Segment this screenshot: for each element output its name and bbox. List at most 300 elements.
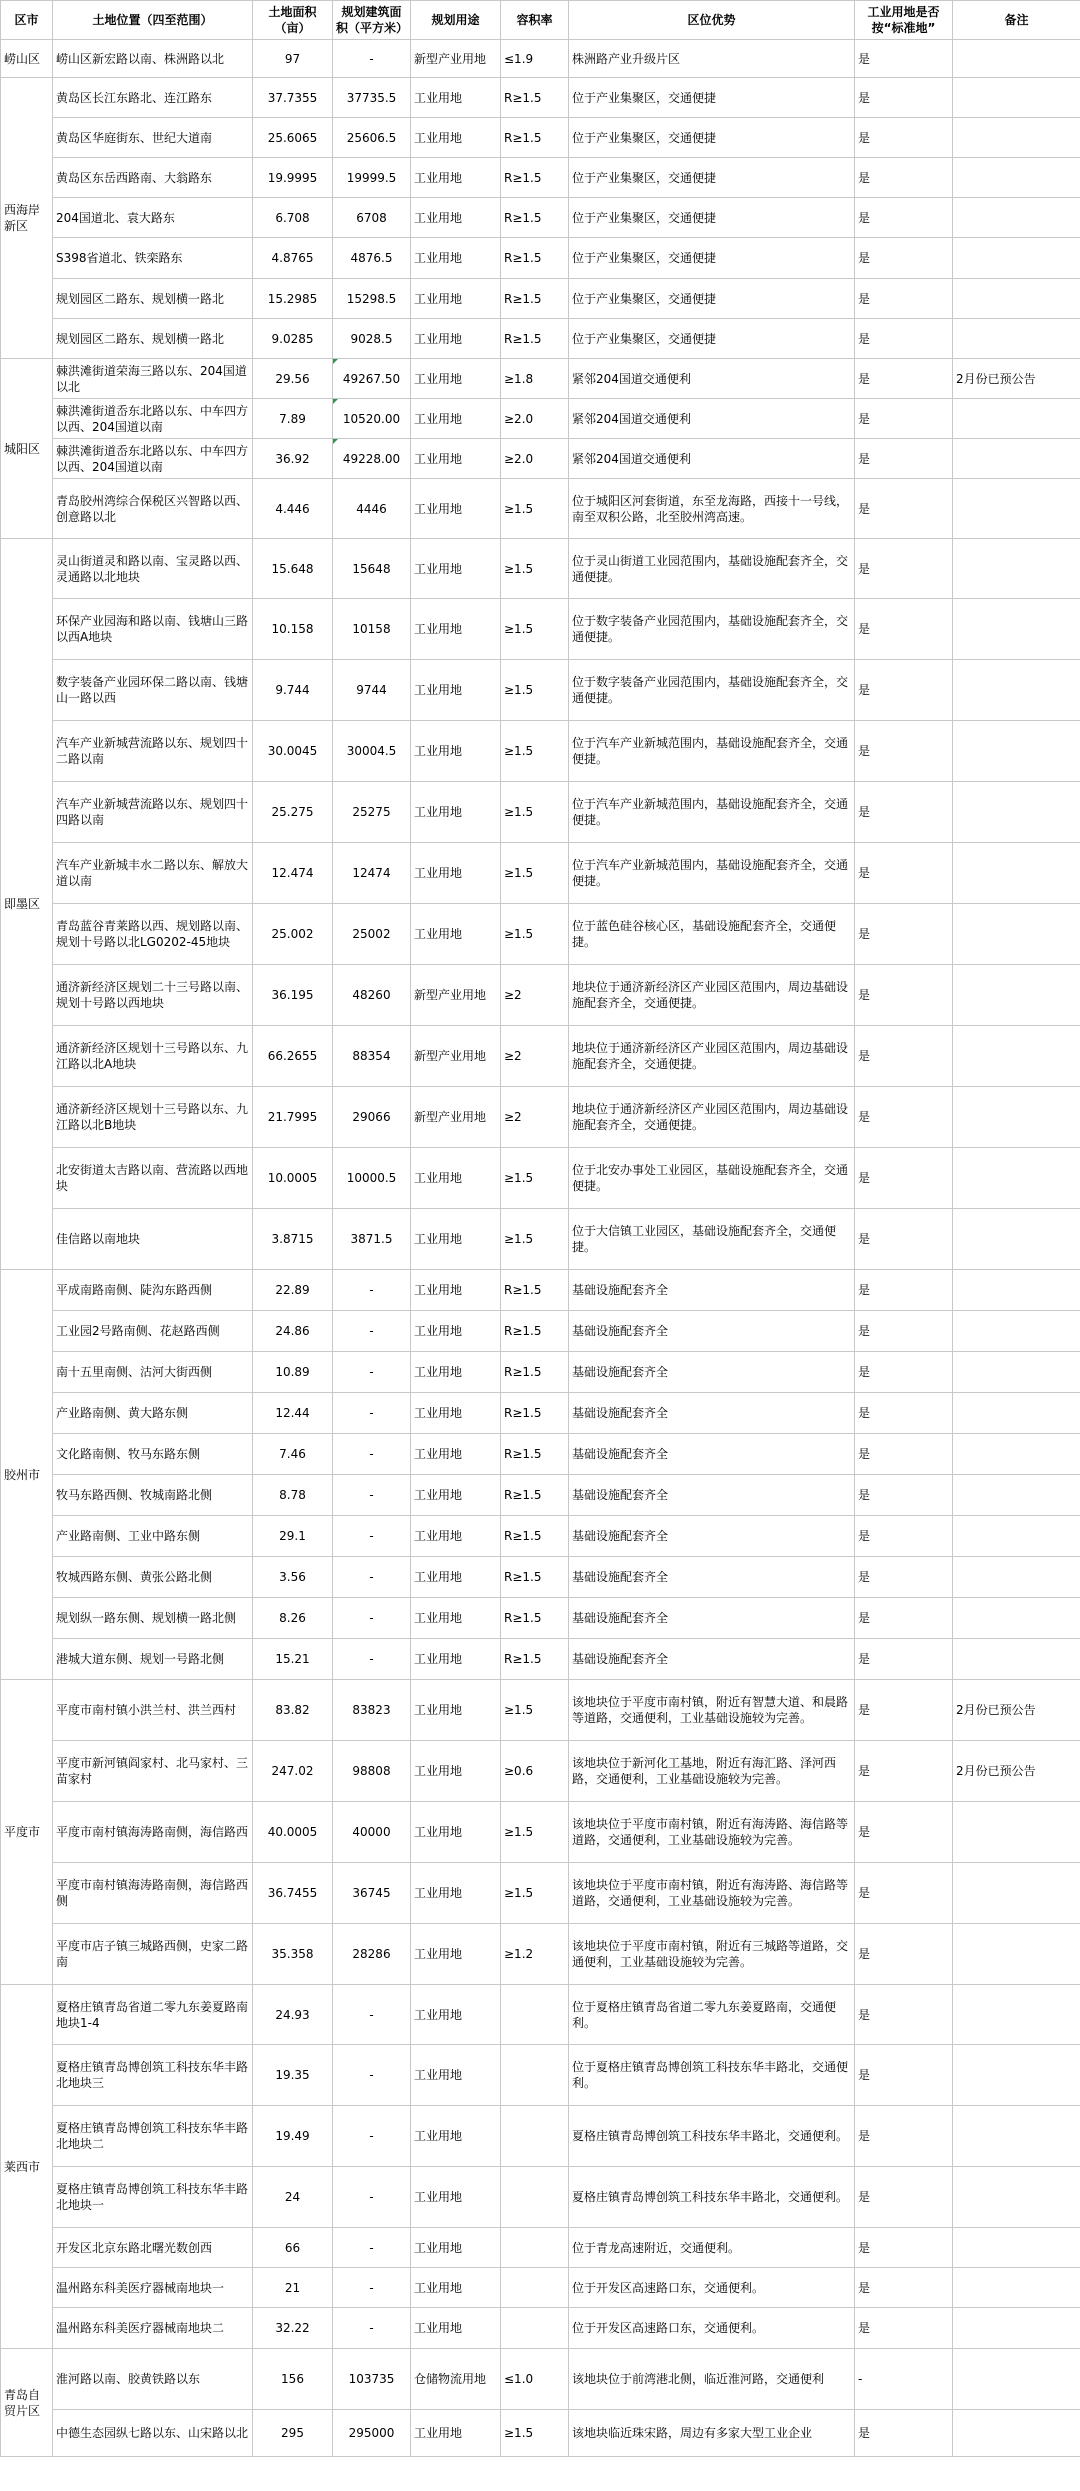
- location-cell: 开发区北京东路北曙光数创西: [53, 2228, 253, 2268]
- gfa-cell: 4446: [333, 479, 411, 539]
- use-cell: 工业用地: [411, 1311, 501, 1352]
- far-cell: R≥1.5: [501, 1598, 569, 1639]
- note-cell: [953, 78, 1080, 118]
- far-cell: R≥1.5: [501, 279, 569, 319]
- gfa-cell: 10158: [333, 599, 411, 660]
- standard-land-cell: 是: [855, 279, 953, 319]
- use-cell: 工业用地: [411, 359, 501, 399]
- location-cell: 文化路南侧、牧马东路东侧: [53, 1434, 253, 1475]
- advantage-cell: 株洲路产业升级片区: [569, 40, 855, 78]
- use-cell: 工业用地: [411, 1557, 501, 1598]
- note-cell: [953, 238, 1080, 279]
- far-cell: ≥1.5: [501, 539, 569, 599]
- gfa-cell: -: [333, 1270, 411, 1311]
- area-cell: 156: [253, 2349, 333, 2410]
- standard-land-cell: 是: [855, 439, 953, 479]
- table-row: [1, 479, 1080, 539]
- table-row: [1, 198, 1080, 238]
- table-row: [1, 1557, 1080, 1598]
- area-cell: 7.89: [253, 399, 333, 439]
- use-cell: 新型产业用地: [411, 965, 501, 1026]
- use-cell: 工业用地: [411, 1802, 501, 1863]
- table-row: [1, 359, 1080, 399]
- table-row: [1, 2045, 1080, 2106]
- far-cell: [501, 2167, 569, 2228]
- area-cell: 15.648: [253, 539, 333, 599]
- use-cell: 工业用地: [411, 1598, 501, 1639]
- standard-land-cell: 是: [855, 1434, 953, 1475]
- standard-land-cell: 是: [855, 539, 953, 599]
- area-cell: 24.86: [253, 1311, 333, 1352]
- advantage-cell: 地块位于通济新经济区产业园区范围内，周边基础设施配套齐全，交通便捷。: [569, 1087, 855, 1148]
- far-cell: ≥1.5: [501, 2410, 569, 2457]
- advantage-cell: 位于产业集聚区，交通便捷: [569, 78, 855, 118]
- note-cell: [953, 1352, 1080, 1393]
- use-cell: 新型产业用地: [411, 40, 501, 78]
- table-row: [1, 2228, 1080, 2268]
- far-cell: ≥0.6: [501, 1741, 569, 1802]
- advantage-cell: 紧邻204国道交通便利: [569, 359, 855, 399]
- location-cell: 牧城西路东侧、黄张公路北侧: [53, 1557, 253, 1598]
- use-cell: 工业用地: [411, 399, 501, 439]
- standard-land-cell: 是: [855, 158, 953, 198]
- advantage-cell: 基础设施配套齐全: [569, 1270, 855, 1311]
- location-cell: 平度市新河镇阎家村、北马家村、三苗家村: [53, 1741, 253, 1802]
- district-cell: 平度市: [1, 1680, 53, 1985]
- note-cell: [953, 1434, 1080, 1475]
- far-cell: ≥1.5: [501, 1680, 569, 1741]
- gfa-cell: 12474: [333, 843, 411, 904]
- far-cell: [501, 2228, 569, 2268]
- standard-land-cell: 是: [855, 2410, 953, 2457]
- standard-land-cell: -: [855, 2349, 953, 2410]
- location-cell: 汽车产业新城丰水二路以东、解放大道以南: [53, 843, 253, 904]
- standard-land-cell: 是: [855, 721, 953, 782]
- gfa-cell: 25275: [333, 782, 411, 843]
- note-cell: [953, 1598, 1080, 1639]
- table-row: [1, 1352, 1080, 1393]
- standard-land-cell: 是: [855, 78, 953, 118]
- gfa-cell: 83823: [333, 1680, 411, 1741]
- use-cell: 工业用地: [411, 158, 501, 198]
- gfa-cell: 37735.5: [333, 78, 411, 118]
- location-cell: 南十五里南侧、沽河大街西侧: [53, 1352, 253, 1393]
- standard-land-cell: 是: [855, 1270, 953, 1311]
- use-cell: 工业用地: [411, 660, 501, 721]
- location-cell: 环保产业园海和路以南、钱塘山三路以西A地块: [53, 599, 253, 660]
- advantage-cell: 位于汽车产业新城范围内，基础设施配套齐全，交通便捷。: [569, 782, 855, 843]
- far-cell: ≥2: [501, 1087, 569, 1148]
- header-use: 规划用途: [411, 1, 501, 40]
- far-cell: ≥2.0: [501, 439, 569, 479]
- table-row: [1, 2308, 1080, 2349]
- note-cell: [953, 1026, 1080, 1087]
- far-cell: ≥1.5: [501, 660, 569, 721]
- standard-land-cell: 是: [855, 1802, 953, 1863]
- standard-land-cell: 是: [855, 1475, 953, 1516]
- area-cell: 247.02: [253, 1741, 333, 1802]
- area-cell: 36.195: [253, 965, 333, 1026]
- standard-land-cell: 是: [855, 1352, 953, 1393]
- use-cell: 工业用地: [411, 2308, 501, 2349]
- note-cell: [953, 2268, 1080, 2308]
- header-note: 备注: [953, 1, 1080, 40]
- table-row: [1, 1393, 1080, 1434]
- gfa-cell: -: [333, 1475, 411, 1516]
- table-row: [1, 158, 1080, 198]
- location-cell: 204国道北、袁大路东: [53, 198, 253, 238]
- location-cell: 夏格庄镇青岛博创筑工科技东华丰路北地块一: [53, 2167, 253, 2228]
- header-district: 区市: [1, 1, 53, 40]
- gfa-cell: 19999.5: [333, 158, 411, 198]
- advantage-cell: 紧邻204国道交通便利: [569, 399, 855, 439]
- far-cell: [501, 1985, 569, 2045]
- advantage-cell: 基础设施配套齐全: [569, 1352, 855, 1393]
- gfa-cell: -: [333, 1516, 411, 1557]
- area-cell: 10.0005: [253, 1148, 333, 1209]
- area-cell: 29.1: [253, 1516, 333, 1557]
- gfa-cell: 28286: [333, 1924, 411, 1985]
- use-cell: 工业用地: [411, 2410, 501, 2457]
- area-cell: 66.2655: [253, 1026, 333, 1087]
- note-cell: [953, 40, 1080, 78]
- use-cell: 工业用地: [411, 198, 501, 238]
- gfa-cell: 48260: [333, 965, 411, 1026]
- gfa-cell: -: [333, 1311, 411, 1352]
- gfa-cell: -: [333, 1352, 411, 1393]
- table-row: [1, 279, 1080, 319]
- advantage-cell: 位于夏格庄镇青岛博创筑工科技东华丰路北，交通便利。: [569, 2045, 855, 2106]
- table-row: [1, 539, 1080, 599]
- note-cell: [953, 965, 1080, 1026]
- standard-land-cell: 是: [855, 359, 953, 399]
- far-cell: ≥1.5: [501, 843, 569, 904]
- use-cell: 新型产业用地: [411, 1087, 501, 1148]
- area-cell: 36.92: [253, 439, 333, 479]
- location-cell: 温州路东科美医疗器械南地块二: [53, 2308, 253, 2349]
- standard-land-cell: 是: [855, 843, 953, 904]
- location-cell: 夏格庄镇青岛博创筑工科技东华丰路北地块三: [53, 2045, 253, 2106]
- gfa-cell: 25606.5: [333, 118, 411, 158]
- advantage-cell: 位于青龙高速附近，交通便利。: [569, 2228, 855, 2268]
- advantage-cell: 位于数字装备产业园范围内，基础设施配套齐全，交通便捷。: [569, 599, 855, 660]
- far-cell: ≥1.5: [501, 904, 569, 965]
- advantage-cell: 位于灵山街道工业园范围内，基础设施配套齐全，交通便捷。: [569, 539, 855, 599]
- far-cell: ≥1.2: [501, 1924, 569, 1985]
- gfa-cell: 15648: [333, 539, 411, 599]
- advantage-cell: 该地块位于新河化工基地，附近有海汇路、泽河西路，交通便利，工业基础设施较为完善。: [569, 1741, 855, 1802]
- use-cell: 工业用地: [411, 1985, 501, 2045]
- standard-land-cell: 是: [855, 904, 953, 965]
- use-cell: 工业用地: [411, 118, 501, 158]
- gfa-cell: -: [333, 2045, 411, 2106]
- advantage-cell: 基础设施配套齐全: [569, 1393, 855, 1434]
- standard-land-cell: 是: [855, 2228, 953, 2268]
- area-cell: 4.8765: [253, 238, 333, 279]
- use-cell: 工业用地: [411, 904, 501, 965]
- note-cell: [953, 2106, 1080, 2167]
- advantage-cell: 位于产业集聚区，交通便捷: [569, 319, 855, 359]
- area-cell: 40.0005: [253, 1802, 333, 1863]
- advantage-cell: 位于夏格庄镇青岛省道二零九东姜夏路南，交通便利。: [569, 1985, 855, 2045]
- gfa-cell: 4876.5: [333, 238, 411, 279]
- area-cell: 21: [253, 2268, 333, 2308]
- location-cell: 工业园2号路南侧、花赵路西侧: [53, 1311, 253, 1352]
- area-cell: 29.56: [253, 359, 333, 399]
- note-cell: [953, 1557, 1080, 1598]
- use-cell: 工业用地: [411, 1680, 501, 1741]
- far-cell: ≥1.5: [501, 721, 569, 782]
- standard-land-cell: 是: [855, 1516, 953, 1557]
- district-cell: 崂山区: [1, 40, 53, 78]
- note-cell: [953, 660, 1080, 721]
- area-cell: 10.89: [253, 1352, 333, 1393]
- area-cell: 97: [253, 40, 333, 78]
- advantage-cell: 位于产业集聚区，交通便捷: [569, 198, 855, 238]
- gfa-cell: 103735: [333, 2349, 411, 2410]
- use-cell: 工业用地: [411, 539, 501, 599]
- advantage-cell: 位于汽车产业新城范围内，基础设施配套齐全，交通便捷。: [569, 843, 855, 904]
- gfa-cell: 49228.00: [333, 439, 411, 479]
- use-cell: 工业用地: [411, 1148, 501, 1209]
- note-cell: [953, 1863, 1080, 1924]
- advantage-cell: 位于蓝色硅谷核心区，基础设施配套齐全，交通便捷。: [569, 904, 855, 965]
- far-cell: R≥1.5: [501, 198, 569, 238]
- area-cell: 35.358: [253, 1924, 333, 1985]
- far-cell: [501, 2045, 569, 2106]
- location-cell: 棘洪滩街道荣海三路以东、204国道以北: [53, 359, 253, 399]
- area-cell: 10.158: [253, 599, 333, 660]
- table-row: [1, 1311, 1080, 1352]
- note-cell: [953, 904, 1080, 965]
- area-cell: 25.002: [253, 904, 333, 965]
- note-cell: [953, 279, 1080, 319]
- far-cell: R≥1.5: [501, 319, 569, 359]
- advantage-cell: 位于北安办事处工业园区，基础设施配套齐全，交通便捷。: [569, 1148, 855, 1209]
- standard-land-cell: 是: [855, 1026, 953, 1087]
- standard-land-cell: 是: [855, 660, 953, 721]
- table-row: [1, 1680, 1080, 1741]
- table-row: [1, 1516, 1080, 1557]
- gfa-cell: -: [333, 2167, 411, 2228]
- location-cell: 青岛胶州湾综合保税区兴智路以西、创意路以北: [53, 479, 253, 539]
- standard-land-cell: 是: [855, 1639, 953, 1680]
- gfa-cell: 25002: [333, 904, 411, 965]
- area-cell: 37.7355: [253, 78, 333, 118]
- note-cell: 2月份已预公告: [953, 1680, 1080, 1741]
- note-cell: [953, 2228, 1080, 2268]
- advantage-cell: 位于城阳区河套街道，东至龙海路，西接十一号线，南至双积公路，北至胶州湾高速。: [569, 479, 855, 539]
- standard-land-cell: 是: [855, 2268, 953, 2308]
- far-cell: R≥1.5: [501, 1352, 569, 1393]
- area-cell: 9.0285: [253, 319, 333, 359]
- gfa-cell: 15298.5: [333, 279, 411, 319]
- note-cell: [953, 1516, 1080, 1557]
- note-cell: [953, 2045, 1080, 2106]
- advantage-cell: 位于大信镇工业园区，基础设施配套齐全，交通便捷。: [569, 1209, 855, 1270]
- note-cell: [953, 1148, 1080, 1209]
- location-cell: 棘洪滩街道岙东北路以东、中车四方以西、204国道以南: [53, 439, 253, 479]
- table-row: [1, 1475, 1080, 1516]
- area-cell: 9.744: [253, 660, 333, 721]
- gfa-cell: -: [333, 1985, 411, 2045]
- standard-land-cell: 是: [855, 2106, 953, 2167]
- gfa-cell: 88354: [333, 1026, 411, 1087]
- advantage-cell: 紧邻204国道交通便利: [569, 439, 855, 479]
- advantage-cell: 基础设施配套齐全: [569, 1598, 855, 1639]
- standard-land-cell: 是: [855, 479, 953, 539]
- standard-land-cell: 是: [855, 965, 953, 1026]
- use-cell: 工业用地: [411, 721, 501, 782]
- use-cell: 工业用地: [411, 1209, 501, 1270]
- note-cell: [953, 782, 1080, 843]
- table-row: [1, 1434, 1080, 1475]
- table-row: [1, 238, 1080, 279]
- use-cell: 工业用地: [411, 599, 501, 660]
- district-cell: 莱西市: [1, 1985, 53, 2349]
- district-cell: 即墨区: [1, 539, 53, 1270]
- location-cell: 黄岛区华庭街东、世纪大道南: [53, 118, 253, 158]
- note-cell: [953, 1639, 1080, 1680]
- table-row: [1, 399, 1080, 439]
- standard-land-cell: 是: [855, 1148, 953, 1209]
- standard-land-cell: 是: [855, 1680, 953, 1741]
- far-cell: ≥2: [501, 1026, 569, 1087]
- advantage-cell: 位于产业集聚区，交通便捷: [569, 158, 855, 198]
- location-cell: 规划纵一路东侧、规划横一路北侧: [53, 1598, 253, 1639]
- area-cell: 6.708: [253, 198, 333, 238]
- far-cell: ≥1.8: [501, 359, 569, 399]
- table-row: [1, 599, 1080, 660]
- gfa-cell: 295000: [333, 2410, 411, 2457]
- standard-land-cell: 是: [855, 1741, 953, 1802]
- area-cell: 66: [253, 2228, 333, 2268]
- area-cell: 19.49: [253, 2106, 333, 2167]
- use-cell: 工业用地: [411, 319, 501, 359]
- advantage-cell: 基础设施配套齐全: [569, 1557, 855, 1598]
- gfa-cell: 6708: [333, 198, 411, 238]
- location-cell: 棘洪滩街道岙东北路以东、中车四方以西、204国道以南: [53, 399, 253, 439]
- gfa-cell: 30004.5: [333, 721, 411, 782]
- location-cell: 平度市南村镇海涛路南侧，海信路西: [53, 1802, 253, 1863]
- location-cell: 崂山区新宏路以南、株洲路以北: [53, 40, 253, 78]
- location-cell: 汽车产业新城营流路以东、规划四十二路以南: [53, 721, 253, 782]
- far-cell: R≥1.5: [501, 1557, 569, 1598]
- use-cell: 仓储物流用地: [411, 2349, 501, 2410]
- standard-land-cell: 是: [855, 1863, 953, 1924]
- location-cell: 规划园区二路东、规划横一路北: [53, 279, 253, 319]
- note-cell: [953, 2410, 1080, 2457]
- area-cell: 21.7995: [253, 1087, 333, 1148]
- far-cell: R≥1.5: [501, 1270, 569, 1311]
- note-cell: [953, 1985, 1080, 2045]
- use-cell: 工业用地: [411, 479, 501, 539]
- advantage-cell: 夏格庄镇青岛博创筑工科技东华丰路北，交通便利。: [569, 2106, 855, 2167]
- far-cell: R≥1.5: [501, 1516, 569, 1557]
- location-cell: 淮河路以南、胶黄铁路以东: [53, 2349, 253, 2410]
- note-cell: [953, 399, 1080, 439]
- far-cell: ≥1.5: [501, 479, 569, 539]
- advantage-cell: 该地块位于平度市南村镇，附近有海涛路、海信路等道路，交通便利，工业基础设施较为完善。: [569, 1802, 855, 1863]
- table-row: [1, 118, 1080, 158]
- location-cell: 黄岛区长江东路北、连江路东: [53, 78, 253, 118]
- use-cell: 工业用地: [411, 1270, 501, 1311]
- standard-land-cell: 是: [855, 2167, 953, 2228]
- gfa-cell: 36745: [333, 1863, 411, 1924]
- note-cell: [953, 1393, 1080, 1434]
- standard-land-cell: 是: [855, 1209, 953, 1270]
- standard-land-cell: 是: [855, 40, 953, 78]
- advantage-cell: 地块位于通济新经济区产业园区范围内，周边基础设施配套齐全，交通便捷。: [569, 1026, 855, 1087]
- far-cell: ≥2: [501, 965, 569, 1026]
- table-row: [1, 843, 1080, 904]
- far-cell: ≥1.5: [501, 1802, 569, 1863]
- note-cell: [953, 158, 1080, 198]
- location-cell: 数字装备产业园环保二路以南、钱塘山一路以西: [53, 660, 253, 721]
- table-row: [1, 721, 1080, 782]
- gfa-cell: 40000: [333, 1802, 411, 1863]
- far-cell: ≤1.9: [501, 40, 569, 78]
- use-cell: 工业用地: [411, 843, 501, 904]
- area-cell: 4.446: [253, 479, 333, 539]
- use-cell: 工业用地: [411, 1393, 501, 1434]
- header-advantage: 区位优势: [569, 1, 855, 40]
- location-cell: 产业路南侧、工业中路东侧: [53, 1516, 253, 1557]
- standard-land-cell: 是: [855, 238, 953, 279]
- header-location: 土地位置（四至范围）: [53, 1, 253, 40]
- location-cell: 平度市南村镇小洪兰村、洪兰西村: [53, 1680, 253, 1741]
- header-far: 容积率: [501, 1, 569, 40]
- gfa-cell: -: [333, 1639, 411, 1680]
- table-row: [1, 2410, 1080, 2457]
- advantage-cell: 位于产业集聚区，交通便捷: [569, 238, 855, 279]
- area-cell: 83.82: [253, 1680, 333, 1741]
- far-cell: ≥1.5: [501, 782, 569, 843]
- area-cell: 19.35: [253, 2045, 333, 2106]
- table-body: [1, 40, 1080, 2457]
- note-cell: [953, 118, 1080, 158]
- far-cell: R≥1.5: [501, 1434, 569, 1475]
- table-row: [1, 439, 1080, 479]
- area-cell: 295: [253, 2410, 333, 2457]
- table-row: [1, 78, 1080, 118]
- use-cell: 工业用地: [411, 2045, 501, 2106]
- note-cell: [953, 1475, 1080, 1516]
- note-cell: [953, 721, 1080, 782]
- note-cell: [953, 1924, 1080, 1985]
- area-cell: 19.9995: [253, 158, 333, 198]
- district-cell: 西海岸新区: [1, 78, 53, 359]
- advantage-cell: 位于汽车产业新城范围内，基础设施配套齐全，交通便捷。: [569, 721, 855, 782]
- use-cell: 工业用地: [411, 2228, 501, 2268]
- area-cell: 30.0045: [253, 721, 333, 782]
- area-cell: 3.56: [253, 1557, 333, 1598]
- location-cell: 通济新经济区规划二十三号路以南、规划十号路以西地块: [53, 965, 253, 1026]
- note-cell: [953, 539, 1080, 599]
- use-cell: 工业用地: [411, 2167, 501, 2228]
- advantage-cell: 位于产业集聚区，交通便捷: [569, 279, 855, 319]
- note-cell: [953, 843, 1080, 904]
- district-cell: 胶州市: [1, 1270, 53, 1680]
- far-cell: ≥1.5: [501, 1148, 569, 1209]
- location-cell: 青岛蓝谷青莱路以西、规划路以南、规划十号路以北LG0202-45地块: [53, 904, 253, 965]
- note-cell: [953, 198, 1080, 238]
- far-cell: R≥1.5: [501, 1311, 569, 1352]
- use-cell: 工业用地: [411, 1516, 501, 1557]
- table-row: [1, 1148, 1080, 1209]
- location-cell: 温州路东科美医疗器械南地块一: [53, 2268, 253, 2308]
- advantage-cell: 基础设施配套齐全: [569, 1475, 855, 1516]
